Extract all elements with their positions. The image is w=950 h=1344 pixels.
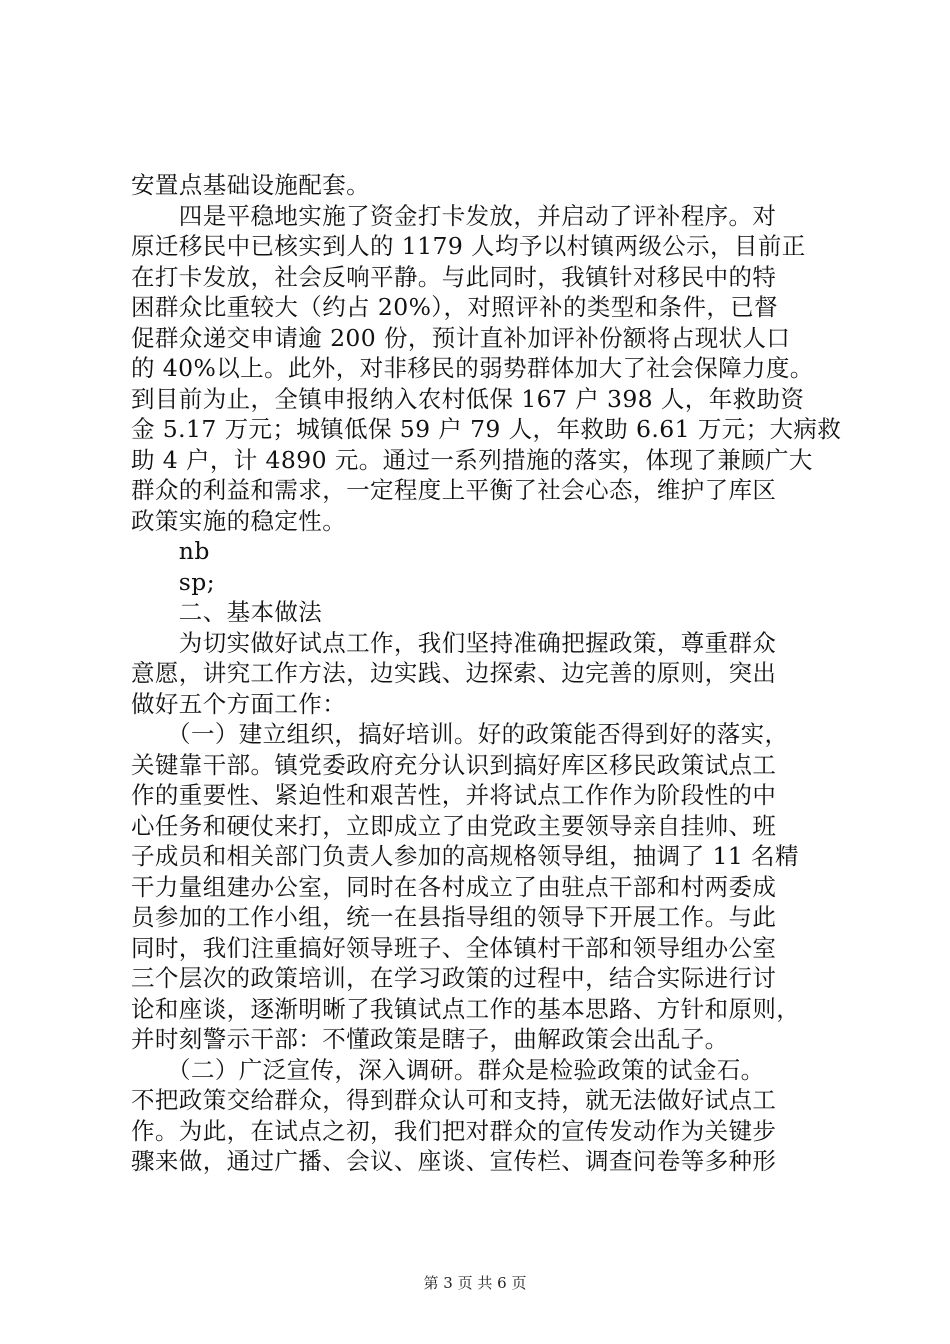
text-line: 助 4 户，计 4890 元。通过一系列措施的落实，体现了兼顾广大 <box>131 445 813 474</box>
text-line: 安置点基础设施配套。 <box>131 171 370 199</box>
text-line: （一）建立组织，搞好培训。好的政策能否得到好的落实， <box>131 720 789 748</box>
text-line: 并时刻警示干部：不懂政策是瞎子，曲解政策会出乱子。 <box>131 1025 729 1053</box>
text-line: 困群众比重较大（约占 20%），对照评补的类型和条件，已督 <box>131 293 779 321</box>
text-line: 原迁移民中已核实到人的 1179 人均予以村镇两级公示，目前正 <box>131 232 806 260</box>
text-line: 三个层次的政策培训，在学习政策的过程中，结合实际进行讨 <box>131 964 777 992</box>
text-line: 作的重要性、紧迫性和艰苦性，并将试点工作作为阶段性的中 <box>131 781 777 809</box>
text-line: 骤来做，通过广播、会议、座谈、宣传栏、调查问卷等多种形 <box>131 1147 777 1175</box>
text-line: 子成员和相关部门负责人参加的高规格领导组，抽调了 11 名精 <box>131 842 799 870</box>
text-line: sp; <box>131 567 216 596</box>
text-line: 为切实做好试点工作，我们坚持准确把握政策，尊重群众 <box>131 628 777 657</box>
text-line: 不把政策交给群众，得到群众认可和支持，就无法做好试点工 <box>131 1086 777 1114</box>
text-line: 心任务和硬仗来打，立即成立了由党政主要领导亲自挂帅、班 <box>131 811 777 840</box>
body-text <box>131 170 856 1177</box>
text-line: 员参加的工作小组，统一在县指导组的领导下开展工作。与此 <box>131 903 777 931</box>
text-line: 干力量组建办公室，同时在各村成立了由驻点干部和村两委成 <box>131 872 777 901</box>
text-line: （二）广泛宣传，深入调研。群众是检验政策的试金石。 <box>131 1055 765 1084</box>
text-line: 金 5.17 万元；城镇低保 59 户 79 人，年救助 6.61 万元；大病救 <box>131 415 842 443</box>
text-line: 作。为此，在试点之初，我们把对群众的宣传发动作为关键步 <box>131 1116 777 1145</box>
text-line: 到目前为止，全镇申报纳入农村低保 167 户 398 人，年救助资 <box>131 384 805 413</box>
text-line: 促群众递交申请逾 200 份，预计直补加评补份额将占现状人口 <box>131 323 791 352</box>
text-line: nb <box>131 537 210 565</box>
page-footer <box>0 1273 950 1293</box>
text-line: 论和座谈，逐渐明晰了我镇试点工作的基本思路、方针和原则， <box>131 994 801 1023</box>
text-line: 的 40%以上。此外，对非移民的弱势群体加大了社会保障力度。 <box>131 354 814 382</box>
section-heading: 二、基本做法 <box>131 598 323 626</box>
text-line: 意愿，讲究工作方法，边实践、边探索、边完善的原则，突出 <box>131 659 777 687</box>
page-indicator: 第 3 页 共 6 页 <box>423 1274 527 1292</box>
text-line: 做好五个方面工作： <box>131 689 347 718</box>
text-line: 同时，我们注重搞好领导班子、全体镇村干部和领导组办公室 <box>131 933 777 962</box>
text-line: 在打卡发放，社会反响平静。与此同时，我镇针对移民中的特 <box>131 262 777 291</box>
text-line: 关键靠干部。镇党委政府充分认识到搞好库区移民政策试点工 <box>131 750 777 779</box>
text-line: 群众的利益和需求，一定程度上平衡了社会心态，维护了库区 <box>131 476 777 504</box>
text-line: 四是平稳地实施了资金打卡发放，并启动了评补程序。对 <box>131 201 777 230</box>
text-line: 政策实施的稳定性。 <box>131 506 347 535</box>
